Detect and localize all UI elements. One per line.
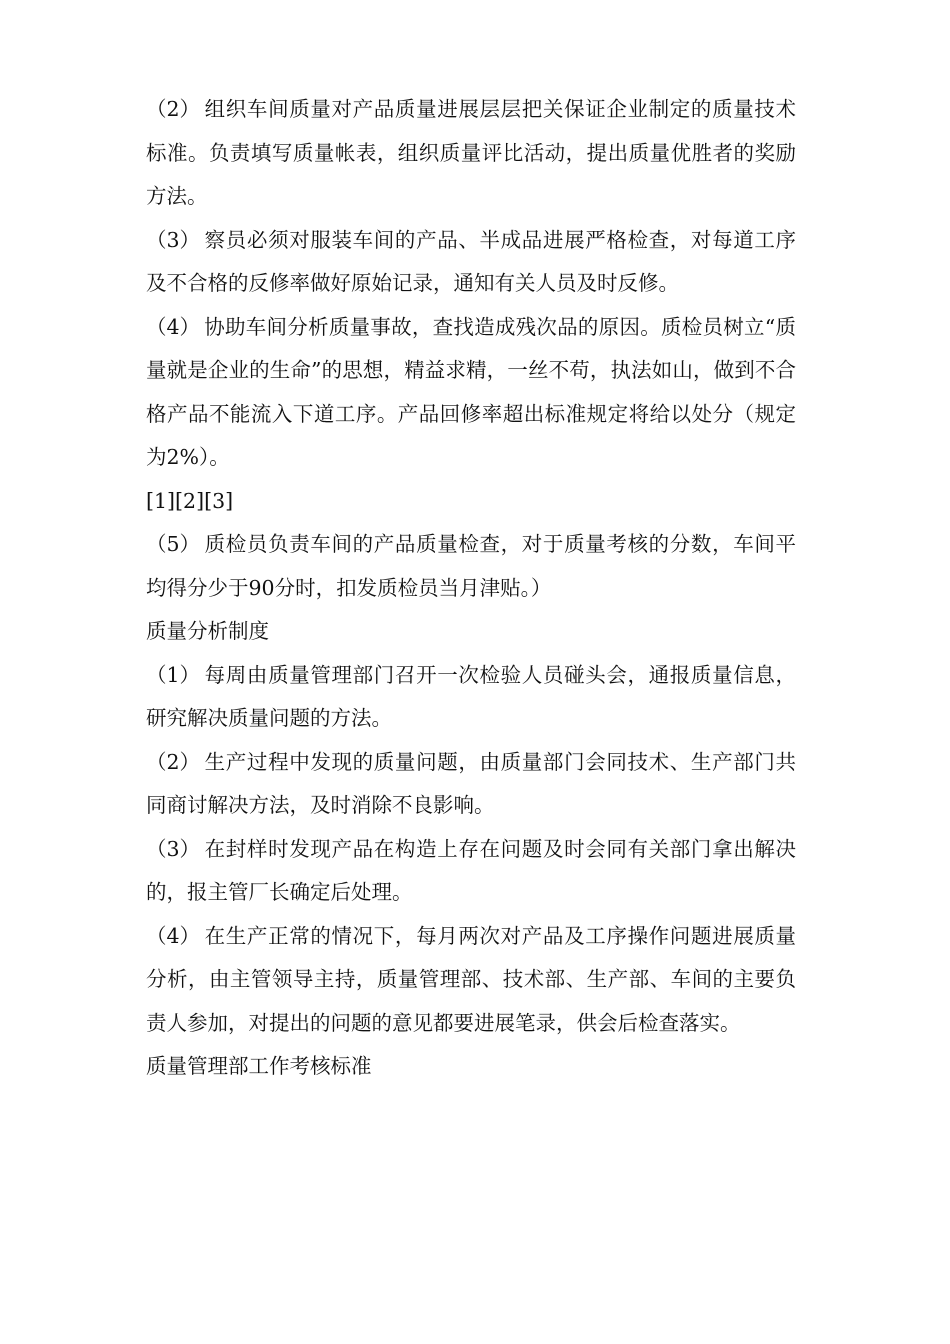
paragraph-text: 质检员负责车间的产品质量检查，对于质量考核的分数，车间平均得分少于90分时，扣发质检员当月津贴。）: [146, 532, 796, 600]
paragraph-item-2: [146, 88, 796, 219]
paragraph-item-5: [146, 523, 796, 610]
paragraph-item-3: [146, 219, 796, 306]
item-number: （5）: [146, 532, 201, 556]
section-heading-assessment-standard: [146, 1045, 796, 1089]
item-number: （4）: [146, 314, 201, 339]
paragraph-text: 每周由质量管理部门召开一次检验人员碰头会，通报质量信息，研究解决质量问题的方法。: [146, 662, 796, 730]
reference-text: [1][2][3]: [146, 488, 234, 513]
paragraph-text: 组织车间质量对产品质量进展层层把关保证企业制定的质量技术标准。负责填写质量帐表，组织质量评比活动，提出质量优胜者的奖励方法。: [146, 97, 796, 208]
paragraph-text: 察员必须对服装车间的产品、半成品进展严格检查，对每道工序及不合格的反修率做好原始记录，通知有关人员及时反修。: [146, 227, 796, 295]
paragraph-item-4: [146, 306, 796, 480]
item-number: （2）: [146, 749, 201, 774]
paragraph-analysis-2: [146, 741, 796, 828]
item-number: （2）: [146, 97, 201, 121]
item-number: （3）: [146, 836, 201, 861]
section-heading-text: 质量分析制度: [146, 619, 269, 643]
reference-markers: [146, 480, 796, 524]
paragraph-analysis-3: [146, 828, 796, 915]
section-heading-quality-analysis: [146, 610, 796, 654]
section-heading-text: 质量管理部工作考核标准: [146, 1054, 372, 1078]
paragraph-text: 在封样时发现产品在构造上存在问题及时会同有关部门拿出解决的，报主管厂长确定后处理。: [146, 836, 796, 904]
item-number: （3）: [146, 227, 201, 252]
paragraph-analysis-1: [146, 654, 796, 741]
item-number: （4）: [146, 923, 201, 948]
paragraph-text: 协助车间分析质量事故，查找造成残次品的原因。质检员树立“质量就是企业的生命”的思想，精益求精，一丝不苟，执法如山，做到不合格产品不能流入下道工序。产品回修率超出标准规定将给以处分（规定为2%）。: [146, 314, 796, 469]
paragraph-text: 在生产正常的情况下，每月两次对产品及工序操作问题进展质量分析，由主管领导主持，质量管理部、技术部、生产部、车间的主要负责人参加，对提出的问题的意见都要进展笔录，供会后检查落实。: [146, 923, 796, 1035]
paragraph-analysis-4: [146, 915, 796, 1046]
document-body: [146, 88, 796, 1089]
item-number: （1）: [146, 662, 201, 687]
paragraph-text: 生产过程中发现的质量问题，由质量部门会同技术、生产部门共同商讨解决方法，及时消除不良影响。: [146, 749, 796, 817]
